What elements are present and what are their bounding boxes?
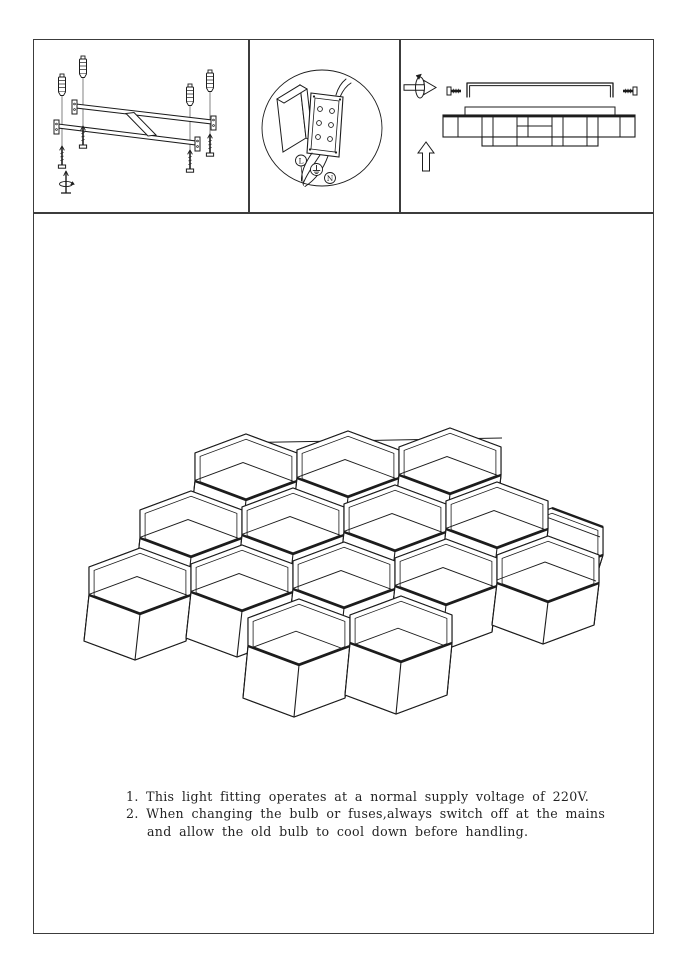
wiring-connection-diagram [248,39,399,211]
wall-plug [80,56,87,78]
screw [186,150,193,172]
side-screw-left [447,87,461,95]
mounting-bracket-diagram [54,56,216,193]
fixture-mounting-diagram [399,39,654,211]
bracket-end-tab [54,120,59,134]
fixture-side-view [443,107,635,146]
screw-rotation-icon [60,171,75,193]
wall-plug [207,70,214,92]
honeycomb-cell [345,596,452,714]
note-line-3: and allow the old bulb to cool down before handling. [147,823,529,839]
fixture-mounting [404,74,637,171]
terminal-block [307,79,351,157]
bracket-installation-diagram [33,39,248,211]
bracket-end-tab [72,100,77,114]
bracket-end-tab [195,137,200,151]
note-line-1: 1. This light fitting operates at a normal supply voltage of 220V. [126,789,590,804]
wall-plug [59,74,66,96]
honeycomb-cell [243,599,350,717]
bracket-end-tab [211,116,216,130]
mounting-bracket-side [467,83,613,97]
screw [58,146,65,168]
up-arrow-icon [418,142,434,171]
rotation-arrow-icon [404,74,436,98]
wall-plug [187,84,194,106]
side-screw-right [623,87,637,95]
honeycomb-cluster [84,428,603,717]
honeycomb-lamp-drawing [33,211,654,751]
honeycomb-cell [492,536,599,644]
honeycomb-cell [84,548,191,660]
note-line-2: 2. When changing the bulb or fuses,always switch off at the mains [126,806,606,822]
wire-label-live: L [298,156,304,166]
wiring-detail [262,70,382,187]
wire-label-neutral: N [326,173,334,183]
safety-notes [126,788,605,840]
earth-icon [311,164,323,176]
screw [206,134,213,156]
